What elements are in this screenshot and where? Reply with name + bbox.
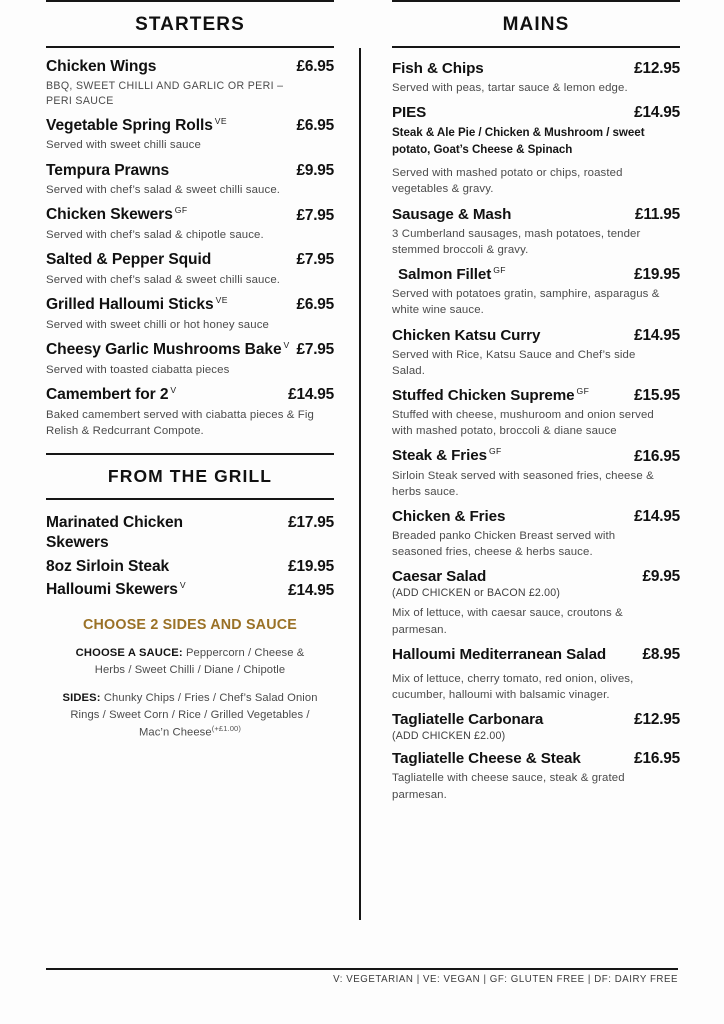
mains-item-list <box>392 48 680 803</box>
dietary-tag: GF <box>576 385 590 396</box>
item-description: Breaded panko Chicken Breast served with seasoned fries, cheese & herbs sauce. <box>392 530 616 559</box>
menu-item <box>392 749 680 802</box>
item-name-text: 8oz Sirloin Steak <box>46 557 170 575</box>
item-description: Served with potatoes gratin, samphire, asparagus & white wine sauce. <box>392 288 660 317</box>
item-name-text: Cheesy Garlic Mushrooms Bake <box>46 341 282 359</box>
dietary-tag: GF <box>488 446 502 457</box>
menu-item <box>46 580 334 601</box>
item-description: Served with sweet chilli sauce <box>46 139 201 152</box>
menu-item <box>46 385 334 439</box>
menu-item <box>392 446 680 500</box>
item-description: Served with toasted ciabatta pieces <box>46 363 230 376</box>
item-description: Stuffed with cheese, mushuroom and onion served with mashed potato, broccoli & diane sauce <box>392 409 654 438</box>
item-price: £17.95 <box>288 513 334 531</box>
item-row <box>392 326 680 346</box>
item-name-text: Vegetable Spring Rolls <box>46 116 213 134</box>
item-row <box>392 205 680 225</box>
sides-list: Chunky Chips / Fries / Chef’s Salad Onion Rings / Sweet Corn / Rice / Grilled Vegetables / Mac’n Cheese <box>70 691 318 740</box>
item-price: £9.95 <box>642 568 680 586</box>
item-addon-note: (ADD CHICKEN or BACON £2.00) <box>392 587 561 600</box>
item-description: Served with chef’s salad & sweet chilli sauce. <box>46 184 281 197</box>
item-name <box>392 507 628 527</box>
dietary-tag: V <box>283 340 290 351</box>
item-price: £15.95 <box>634 387 680 405</box>
item-row <box>46 161 334 182</box>
menu-item <box>392 326 680 379</box>
item-name <box>392 326 628 346</box>
item-row <box>46 557 334 578</box>
item-name <box>392 446 628 466</box>
item-row <box>46 385 334 406</box>
item-description: Served with chef’s salad & sweet chilli sauce. <box>46 273 281 286</box>
item-name <box>46 340 290 361</box>
item-name <box>46 580 282 601</box>
item-row <box>392 103 680 123</box>
sauce-options <box>46 645 334 679</box>
item-description: Served with mashed potato or chips, roasted vegetables & gravy. <box>392 167 623 196</box>
item-name <box>392 567 636 587</box>
item-name <box>392 103 628 123</box>
menu-item <box>392 205 680 258</box>
item-row <box>392 507 680 527</box>
item-name <box>392 59 628 79</box>
item-name <box>46 57 290 78</box>
item-description: Mix of lettuce, cherry tomato, red onion, olives, cucumber, halloumi with balsamic vinager. <box>392 672 634 702</box>
item-description: Served with Rice, Katsu Sauce and Chef’s side Salad. <box>392 348 636 377</box>
item-addon-note: (ADD CHICKEN £2.00) <box>392 730 506 743</box>
menu-item <box>392 645 680 703</box>
item-name <box>46 250 290 271</box>
item-name-text: Halloumi Mediterranean Salad <box>392 645 607 663</box>
item-name-text: PIES <box>392 104 427 122</box>
sauce-label: CHOOSE A SAUCE: <box>75 647 183 660</box>
item-price: £19.95 <box>288 557 334 575</box>
item-row <box>46 340 334 361</box>
item-description: Mix of lettuce, with caesar sauce, croutons & parmesan. <box>392 607 623 636</box>
item-name-text: Halloumi Skewers <box>46 581 178 599</box>
item-name-text: Chicken Skewers <box>46 206 173 224</box>
item-name <box>392 710 628 730</box>
item-name-text: Steak & Fries <box>392 447 487 465</box>
sides-options <box>46 690 334 742</box>
section-from-the-grill <box>46 453 334 742</box>
item-row <box>392 567 680 587</box>
item-name <box>392 749 628 769</box>
item-row <box>46 57 334 78</box>
item-description: Baked camembert served with ciabatta pieces & Fig Relish & Redcurrant Compote. <box>46 408 314 437</box>
item-price: £6.95 <box>296 116 334 134</box>
menu-item <box>46 57 334 109</box>
grill-item-list <box>46 500 334 602</box>
item-name-text: Chicken Katsu Curry <box>392 326 541 344</box>
menu-item <box>46 161 334 199</box>
dietary-tag: VE <box>214 115 228 126</box>
right-column <box>392 0 680 810</box>
menu-item <box>46 340 334 378</box>
item-row <box>392 446 680 466</box>
item-price: £14.95 <box>634 104 680 122</box>
item-row <box>392 59 680 79</box>
mains-heading: MAINS <box>502 14 570 35</box>
item-name <box>46 116 290 137</box>
starters-heading: STARTERS <box>135 14 245 35</box>
item-name-text: Tagliatelle Carbonara <box>392 711 544 729</box>
section-starters <box>46 0 334 439</box>
column-divider <box>359 48 361 920</box>
item-price: £6.95 <box>296 296 334 314</box>
item-price: £6.95 <box>296 58 334 75</box>
item-description: BBQ, SWEET CHILLI AND GARLIC OR PERI – PERI SAUCE <box>46 79 284 107</box>
dietary-tag: V <box>179 580 187 591</box>
item-description: Sirloin Steak served with seasoned fries, cheese & herbs sauce. <box>392 469 654 498</box>
item-price: £7.95 <box>296 251 334 269</box>
item-name-text: Tempura Prawns <box>46 161 170 179</box>
sauce-list: Peppercorn / Cheese & Herbs / Sweet Chilli / Diane / Chipotle <box>94 647 305 676</box>
menu-item <box>392 710 680 742</box>
menu-item <box>46 513 334 554</box>
item-name-text: Fish & Chips <box>392 60 484 77</box>
menu-item <box>46 205 334 243</box>
item-description: Served with sweet chilli or hot honey sauce <box>46 318 269 331</box>
sides-surcharge: (+£1.00) <box>211 724 241 734</box>
item-description: Served with peas, tartar sauce & lemon edge. <box>392 82 628 95</box>
item-name <box>46 513 236 554</box>
item-name <box>392 205 629 225</box>
item-name-text: Chicken & Fries <box>392 507 506 525</box>
menu-item <box>392 386 680 440</box>
item-name-text: Salted & Pepper Squid <box>46 251 212 269</box>
item-row <box>392 645 680 665</box>
item-row <box>46 116 334 137</box>
sides-label: SIDES: <box>62 691 101 704</box>
dietary-tag: V <box>170 384 177 395</box>
dietary-tag: GF <box>493 265 506 276</box>
item-description: Tagliatelle with cheese sauce, steak & grated parmesan. <box>392 772 625 801</box>
item-name-text: Grilled Halloumi Sticks <box>46 296 214 314</box>
item-variants: Steak & Ale Pie / Chicken & Mushroom / sweet potato, Goat’s Cheese & Spinach <box>392 126 645 156</box>
item-price: £12.95 <box>634 711 680 729</box>
item-row <box>46 250 334 271</box>
item-description: 3 Cumberland sausages, mash potatoes, tender stemmed broccoli & gravy. <box>392 227 641 256</box>
dietary-key: V: VEGETARIAN | VE: VEGAN | GF: GLUTEN FREE | DF: DAIRY FREE <box>333 974 678 985</box>
item-price: £16.95 <box>634 750 680 768</box>
item-price: £9.95 <box>296 161 334 179</box>
footer-rule <box>46 968 678 970</box>
item-name-text: Sausage & Mash <box>392 205 512 223</box>
item-row <box>392 749 680 769</box>
item-name-text: Chicken Wings <box>46 58 157 75</box>
item-price: £14.95 <box>288 581 334 599</box>
item-name <box>392 645 617 665</box>
dietary-tag: GF <box>174 205 188 216</box>
item-price: £8.95 <box>642 645 680 663</box>
item-row <box>392 710 680 730</box>
item-row <box>46 513 334 554</box>
item-row <box>46 580 334 601</box>
menu-item <box>392 265 680 319</box>
section-mains <box>392 0 680 803</box>
item-row <box>46 205 334 226</box>
item-name <box>46 205 290 226</box>
menu-item <box>392 103 680 197</box>
item-row <box>46 295 334 316</box>
item-price: £16.95 <box>634 447 680 465</box>
menu-item <box>46 116 334 154</box>
item-name-text: Caesar Salad <box>392 568 487 586</box>
item-price: £7.95 <box>296 206 334 224</box>
item-name <box>392 386 628 406</box>
menu-item <box>46 295 334 333</box>
grill-heading: FROM THE GRILL <box>107 466 273 487</box>
item-price: £14.95 <box>634 507 680 525</box>
item-row <box>392 265 680 285</box>
item-description: Served with chef’s salad & chipotle sauce. <box>46 229 264 242</box>
item-name <box>46 161 290 182</box>
item-price: £14.95 <box>634 326 680 344</box>
menu-item <box>392 507 680 560</box>
item-name-text: Marinated Chicken Skewers <box>46 513 183 552</box>
menu-item <box>46 557 334 578</box>
item-name-text: Camembert for 2 <box>46 386 169 404</box>
item-name-text: Salmon Fillet <box>398 266 492 284</box>
menu-item <box>392 59 680 96</box>
item-price: £7.95 <box>296 341 334 359</box>
item-name-text: Stuffed Chicken Supreme <box>392 387 575 405</box>
item-price: £14.95 <box>288 386 334 404</box>
menu-item <box>46 250 334 288</box>
item-row <box>392 386 680 406</box>
item-price: £11.95 <box>634 205 680 223</box>
item-price: £12.95 <box>634 60 680 77</box>
item-name <box>46 557 282 578</box>
item-price: £19.95 <box>634 266 680 284</box>
item-name <box>46 385 282 406</box>
item-name <box>46 295 290 316</box>
starters-item-list <box>46 48 334 439</box>
dietary-tag: VE <box>215 295 228 306</box>
item-name <box>392 265 628 285</box>
left-column <box>46 0 334 742</box>
item-name-text: Tagliatelle Cheese & Steak <box>392 750 581 768</box>
choose-sides-heading: CHOOSE 2 SIDES AND SAUCE <box>83 617 297 634</box>
menu-item <box>392 567 680 637</box>
